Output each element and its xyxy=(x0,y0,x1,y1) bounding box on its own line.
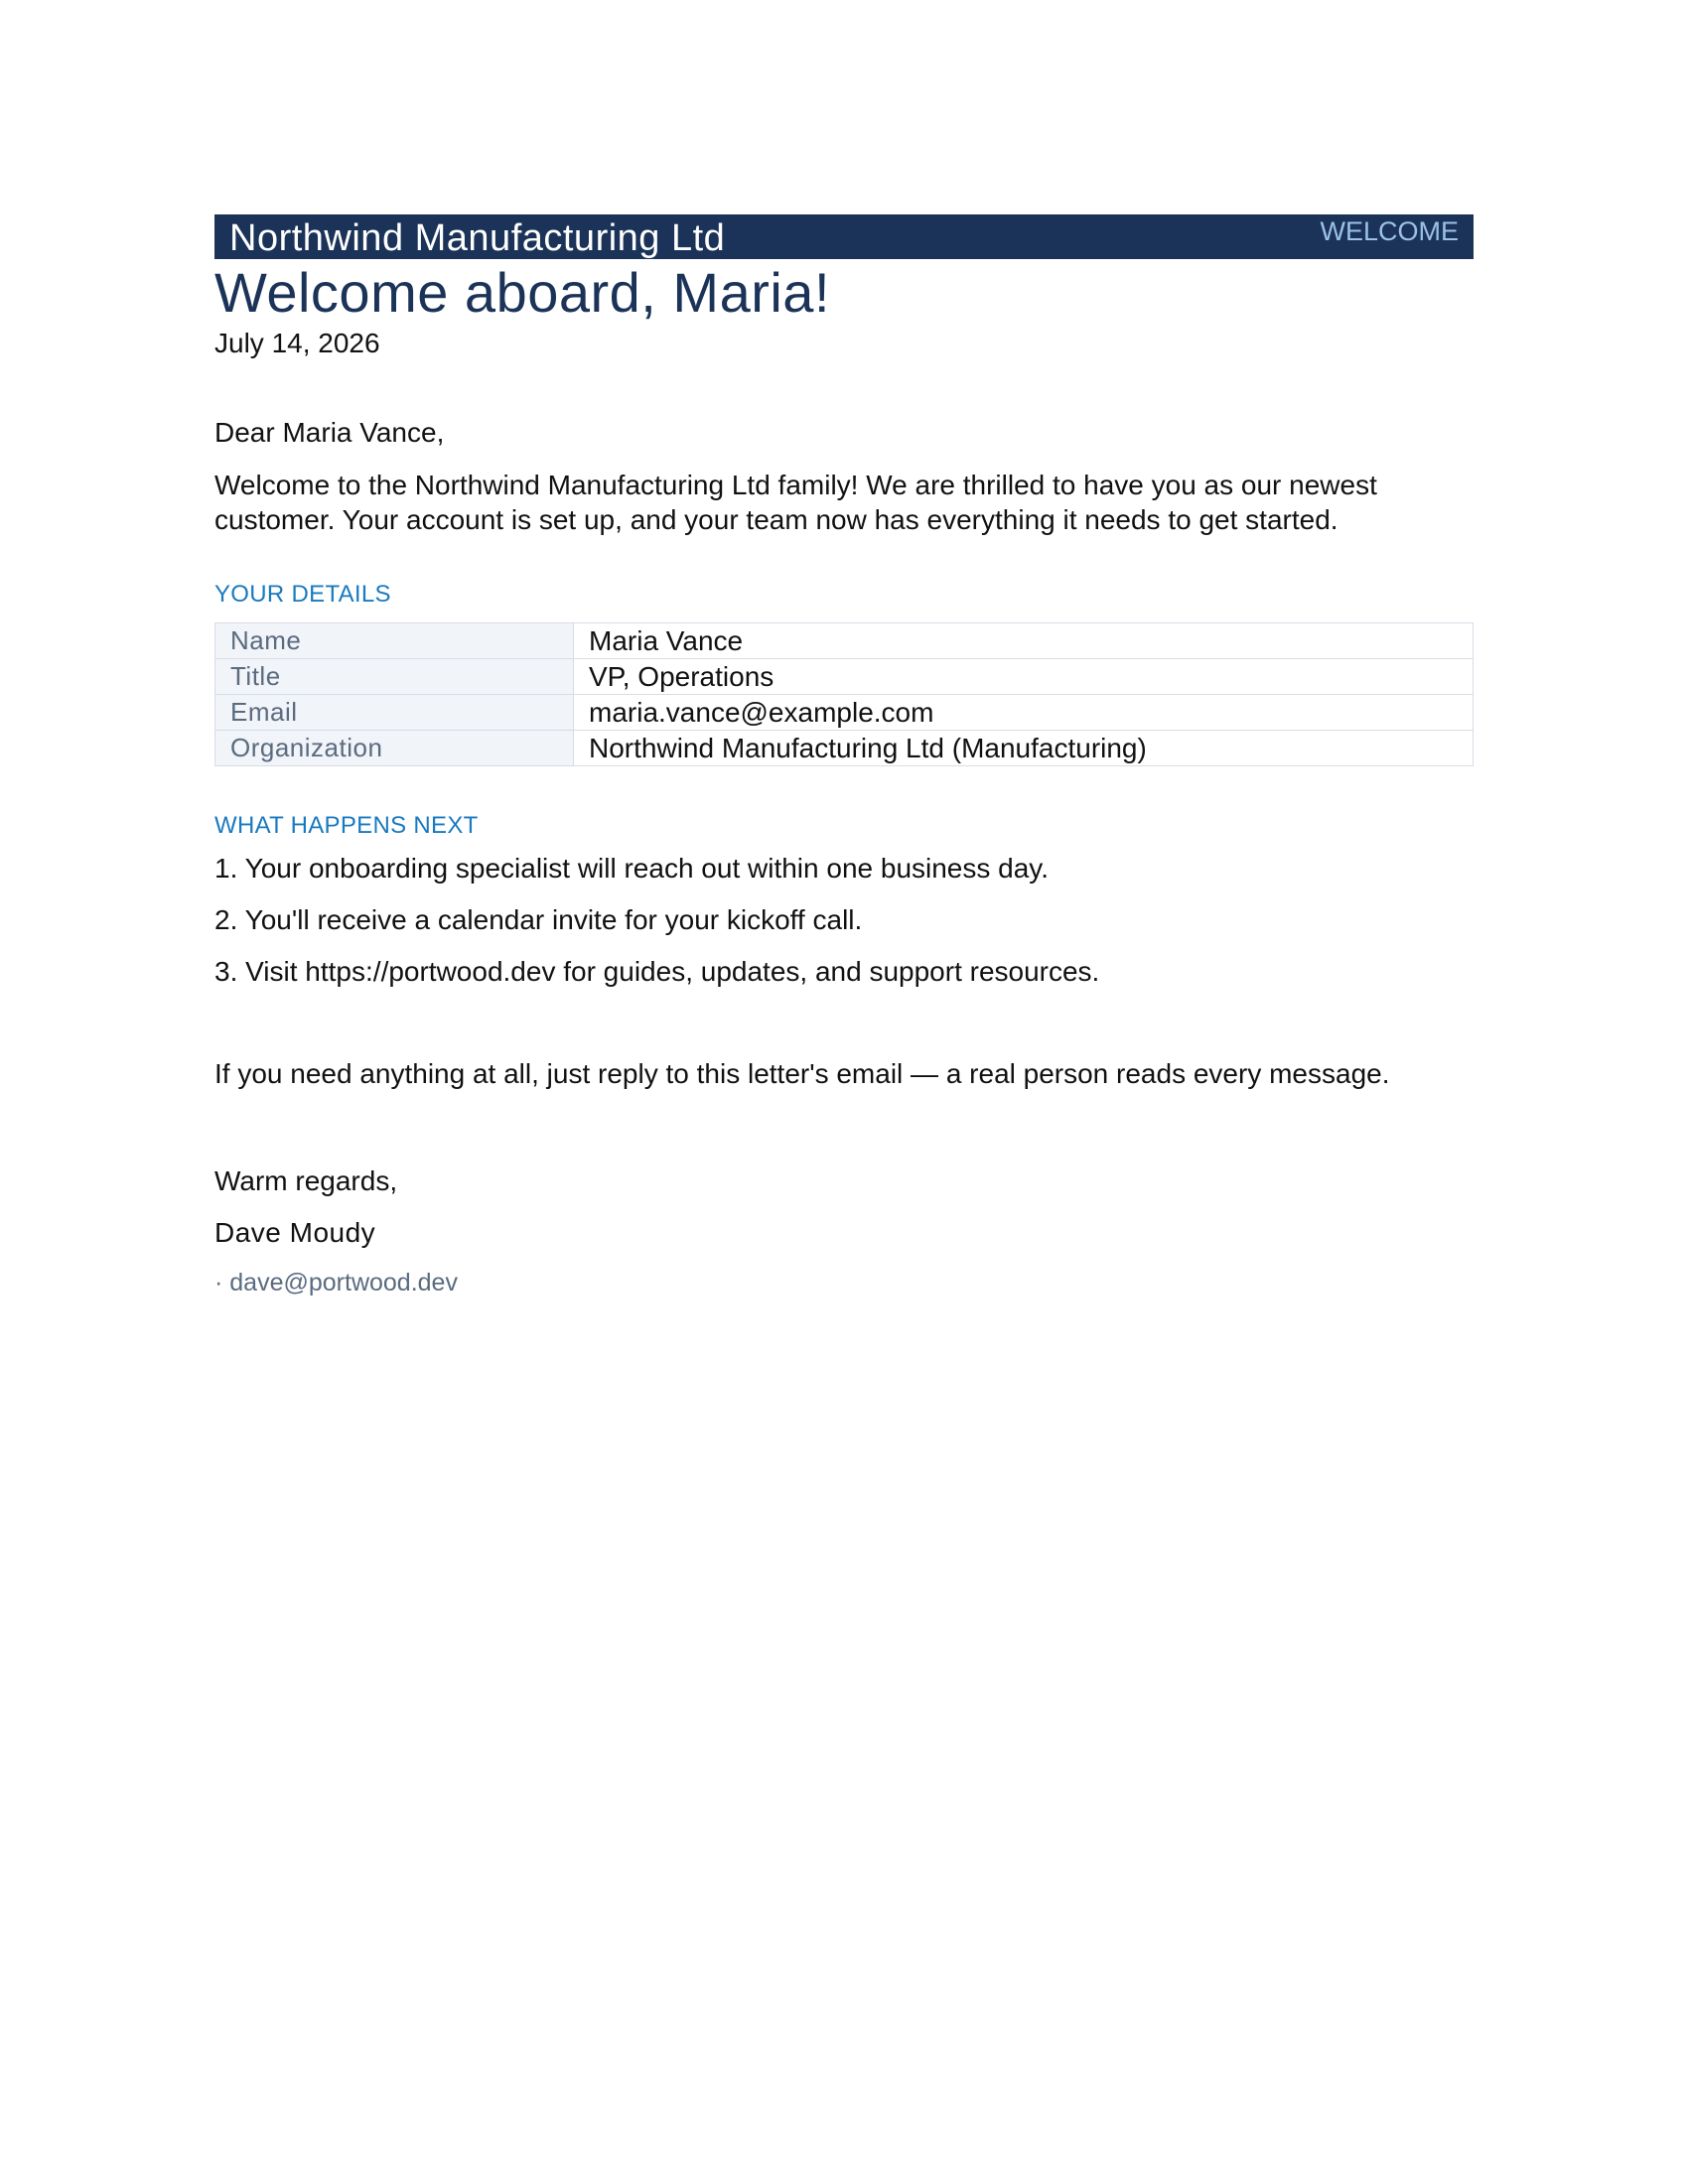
salutation: Dear Maria Vance, xyxy=(214,417,445,448)
detail-value-name: Maria Vance xyxy=(574,623,1474,659)
company-name: Northwind Manufacturing Ltd xyxy=(229,217,726,259)
next-steps-section-title: WHAT HAPPENS NEXT xyxy=(214,812,479,839)
intro-paragraph: Welcome to the Northwind Manufacturing Ltd family! We are thrilled to have you as our newest customer. Your account is set up, and your team now has everything it needs to get started. xyxy=(214,470,1377,535)
detail-value-title: VP, Operations xyxy=(574,659,1474,695)
details-section-title: YOUR DETAILS xyxy=(214,581,391,608)
detail-value-organization: Northwind Manufacturing Ltd (Manufacturing) xyxy=(574,731,1474,766)
letterhead-bar xyxy=(214,214,1474,259)
signer-email[interactable]: · dave@portwood.dev xyxy=(214,1269,458,1297)
list-item: 2. You'll receive a calendar invite for your kickoff call. xyxy=(214,904,863,935)
signer-name: Dave Moudy xyxy=(214,1217,376,1248)
detail-label-organization: Organization xyxy=(215,731,574,766)
welcome-headline: Welcome aboard, Maria! xyxy=(214,261,830,324)
table-row xyxy=(215,695,1474,731)
sign-off: Warm regards, xyxy=(214,1165,398,1196)
document-tag: WELCOME xyxy=(1320,216,1459,246)
detail-value-email[interactable]: maria.vance@example.com xyxy=(574,695,1474,731)
table-row xyxy=(215,731,1474,766)
detail-label-name: Name xyxy=(215,623,574,659)
details-table xyxy=(214,622,1474,766)
letter-date: July 14, 2026 xyxy=(214,328,380,358)
table-row xyxy=(215,659,1474,695)
table-row xyxy=(215,623,1474,659)
list-item: 1. Your onboarding specialist will reach out within one business day. xyxy=(214,853,1049,884)
letter-page xyxy=(214,214,1474,1297)
detail-label-email: Email xyxy=(215,695,574,731)
detail-label-title: Title xyxy=(215,659,574,695)
closing-paragraph: If you need anything at all, just reply to this letter's email — a real person reads every message. xyxy=(214,1058,1390,1089)
next-steps-list xyxy=(214,852,1474,989)
list-item: 3. Visit https://portwood.dev for guides, updates, and support resources. xyxy=(214,956,1100,987)
